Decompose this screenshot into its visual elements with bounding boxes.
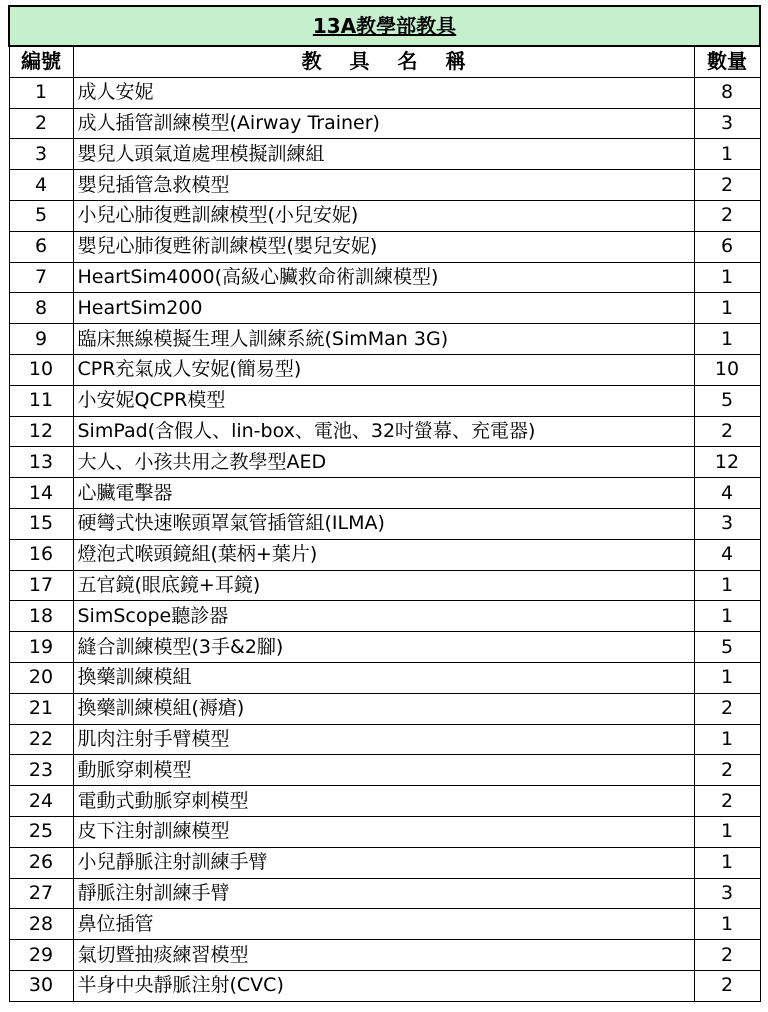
row-quantity: 3 xyxy=(694,108,760,139)
row-name: 嬰兒心肺復甦術訓練模型(嬰兒安妮) xyxy=(73,231,694,262)
table-row xyxy=(9,693,760,724)
table-row xyxy=(9,539,760,570)
row-name: 臨床無線模擬生理人訓練系統(SimMan 3G) xyxy=(73,324,694,355)
table-row xyxy=(9,77,760,108)
table-row xyxy=(9,940,760,971)
row-number: 20 xyxy=(9,662,73,693)
row-name: 動脈穿刺模型 xyxy=(73,755,694,786)
table-row xyxy=(9,200,760,231)
row-quantity: 2 xyxy=(694,970,760,1001)
table-row xyxy=(9,878,760,909)
row-quantity: 1 xyxy=(694,293,760,324)
table-row xyxy=(9,570,760,601)
table-row xyxy=(9,354,760,385)
row-number: 19 xyxy=(9,632,73,663)
row-quantity: 1 xyxy=(694,262,760,293)
row-number: 29 xyxy=(9,940,73,971)
row-name: HeartSim200 xyxy=(73,293,694,324)
row-number: 23 xyxy=(9,755,73,786)
row-name: HeartSim4000(高級心臟救命術訓練模型) xyxy=(73,262,694,293)
row-number: 27 xyxy=(9,878,73,909)
table-row xyxy=(9,139,760,170)
row-name: 鼻位插管 xyxy=(73,909,694,940)
row-number: 25 xyxy=(9,816,73,847)
row-quantity: 1 xyxy=(694,662,760,693)
row-quantity: 2 xyxy=(694,755,760,786)
row-number: 6 xyxy=(9,231,73,262)
row-name: SimScope聽診器 xyxy=(73,601,694,632)
row-number: 10 xyxy=(9,354,73,385)
row-quantity: 1 xyxy=(694,139,760,170)
row-number: 3 xyxy=(9,139,73,170)
row-name: 皮下注射訓練模型 xyxy=(73,816,694,847)
table-row xyxy=(9,601,760,632)
row-quantity: 4 xyxy=(694,539,760,570)
row-name: 心臟電擊器 xyxy=(73,478,694,509)
title-row xyxy=(9,6,760,46)
table-row xyxy=(9,447,760,478)
header-quantity: 數量 xyxy=(694,46,760,77)
row-quantity: 5 xyxy=(694,385,760,416)
row-quantity: 6 xyxy=(694,231,760,262)
table-row xyxy=(9,755,760,786)
row-name: 電動式動脈穿刺模型 xyxy=(73,786,694,817)
row-quantity: 1 xyxy=(694,724,760,755)
table-row xyxy=(9,909,760,940)
row-name: 換藥訓練模組 xyxy=(73,662,694,693)
row-number: 24 xyxy=(9,786,73,817)
row-number: 17 xyxy=(9,570,73,601)
table-body xyxy=(9,77,760,1001)
table-row xyxy=(9,724,760,755)
table-row xyxy=(9,324,760,355)
row-name: 小安妮QCPR模型 xyxy=(73,385,694,416)
row-number: 2 xyxy=(9,108,73,139)
row-quantity: 3 xyxy=(694,878,760,909)
row-number: 7 xyxy=(9,262,73,293)
table-row xyxy=(9,508,760,539)
row-number: 16 xyxy=(9,539,73,570)
row-name: 縫合訓練模型(3手&2腳) xyxy=(73,632,694,663)
row-quantity: 1 xyxy=(694,816,760,847)
row-name: 肌肉注射手臂模型 xyxy=(73,724,694,755)
row-name: 換藥訓練模組(褥瘡) xyxy=(73,693,694,724)
table-row xyxy=(9,416,760,447)
row-quantity: 10 xyxy=(694,354,760,385)
row-name: 氣切暨抽痰練習模型 xyxy=(73,940,694,971)
row-number: 21 xyxy=(9,693,73,724)
table-row xyxy=(9,662,760,693)
row-quantity: 5 xyxy=(694,632,760,663)
row-name: CPR充氣成人安妮(簡易型) xyxy=(73,354,694,385)
row-quantity: 1 xyxy=(694,570,760,601)
row-name: 小兒靜脈注射訓練手臂 xyxy=(73,847,694,878)
row-quantity: 3 xyxy=(694,508,760,539)
row-number: 28 xyxy=(9,909,73,940)
row-number: 26 xyxy=(9,847,73,878)
row-name: SimPad(含假人、lin-box、電池、32吋螢幕、充電器) xyxy=(73,416,694,447)
table-row xyxy=(9,231,760,262)
table-row xyxy=(9,293,760,324)
row-name: 硬彎式快速喉頭罩氣管插管組(ILMA) xyxy=(73,508,694,539)
row-name: 嬰兒插管急救模型 xyxy=(73,170,694,201)
table-row xyxy=(9,816,760,847)
row-quantity: 1 xyxy=(694,909,760,940)
row-number: 12 xyxy=(9,416,73,447)
row-number: 14 xyxy=(9,478,73,509)
row-quantity: 2 xyxy=(694,940,760,971)
row-quantity: 1 xyxy=(694,601,760,632)
header-name: 教具名稱 xyxy=(73,46,694,77)
row-number: 18 xyxy=(9,601,73,632)
row-name: 大人、小孩共用之教學型AED xyxy=(73,447,694,478)
table-row xyxy=(9,170,760,201)
table-row xyxy=(9,478,760,509)
table-row xyxy=(9,632,760,663)
row-name: 小兒心肺復甦訓練模型(小兒安妮) xyxy=(73,200,694,231)
table-title xyxy=(9,6,760,46)
row-name: 燈泡式喉頭鏡組(葉柄+葉片) xyxy=(73,539,694,570)
row-quantity: 8 xyxy=(694,77,760,108)
row-number: 1 xyxy=(9,77,73,108)
row-name: 靜脈注射訓練手臂 xyxy=(73,878,694,909)
row-quantity: 12 xyxy=(694,447,760,478)
row-number: 9 xyxy=(9,324,73,355)
row-quantity: 2 xyxy=(694,786,760,817)
row-quantity: 4 xyxy=(694,478,760,509)
row-number: 30 xyxy=(9,970,73,1001)
row-number: 8 xyxy=(9,293,73,324)
table-title-text: 13A教學部教具 xyxy=(312,13,457,38)
row-number: 4 xyxy=(9,170,73,201)
table-row xyxy=(9,262,760,293)
header-row xyxy=(9,46,760,77)
row-number: 11 xyxy=(9,385,73,416)
row-number: 22 xyxy=(9,724,73,755)
row-quantity: 1 xyxy=(694,324,760,355)
equipment-table xyxy=(8,5,761,1002)
table-row xyxy=(9,786,760,817)
row-name: 半身中央靜脈注射(CVC) xyxy=(73,970,694,1001)
table-row xyxy=(9,970,760,1001)
row-quantity: 2 xyxy=(694,693,760,724)
row-number: 13 xyxy=(9,447,73,478)
row-quantity: 2 xyxy=(694,416,760,447)
row-name: 五官鏡(眼底鏡+耳鏡) xyxy=(73,570,694,601)
header-number: 編號 xyxy=(9,46,73,77)
row-quantity: 1 xyxy=(694,847,760,878)
row-quantity: 2 xyxy=(694,200,760,231)
table-row xyxy=(9,385,760,416)
row-name: 成人插管訓練模型(Airway Trainer) xyxy=(73,108,694,139)
table-row xyxy=(9,108,760,139)
row-quantity: 2 xyxy=(694,170,760,201)
table-row xyxy=(9,847,760,878)
row-name: 成人安妮 xyxy=(73,77,694,108)
row-name: 嬰兒人頭氣道處理模擬訓練組 xyxy=(73,139,694,170)
row-number: 5 xyxy=(9,200,73,231)
row-number: 15 xyxy=(9,508,73,539)
